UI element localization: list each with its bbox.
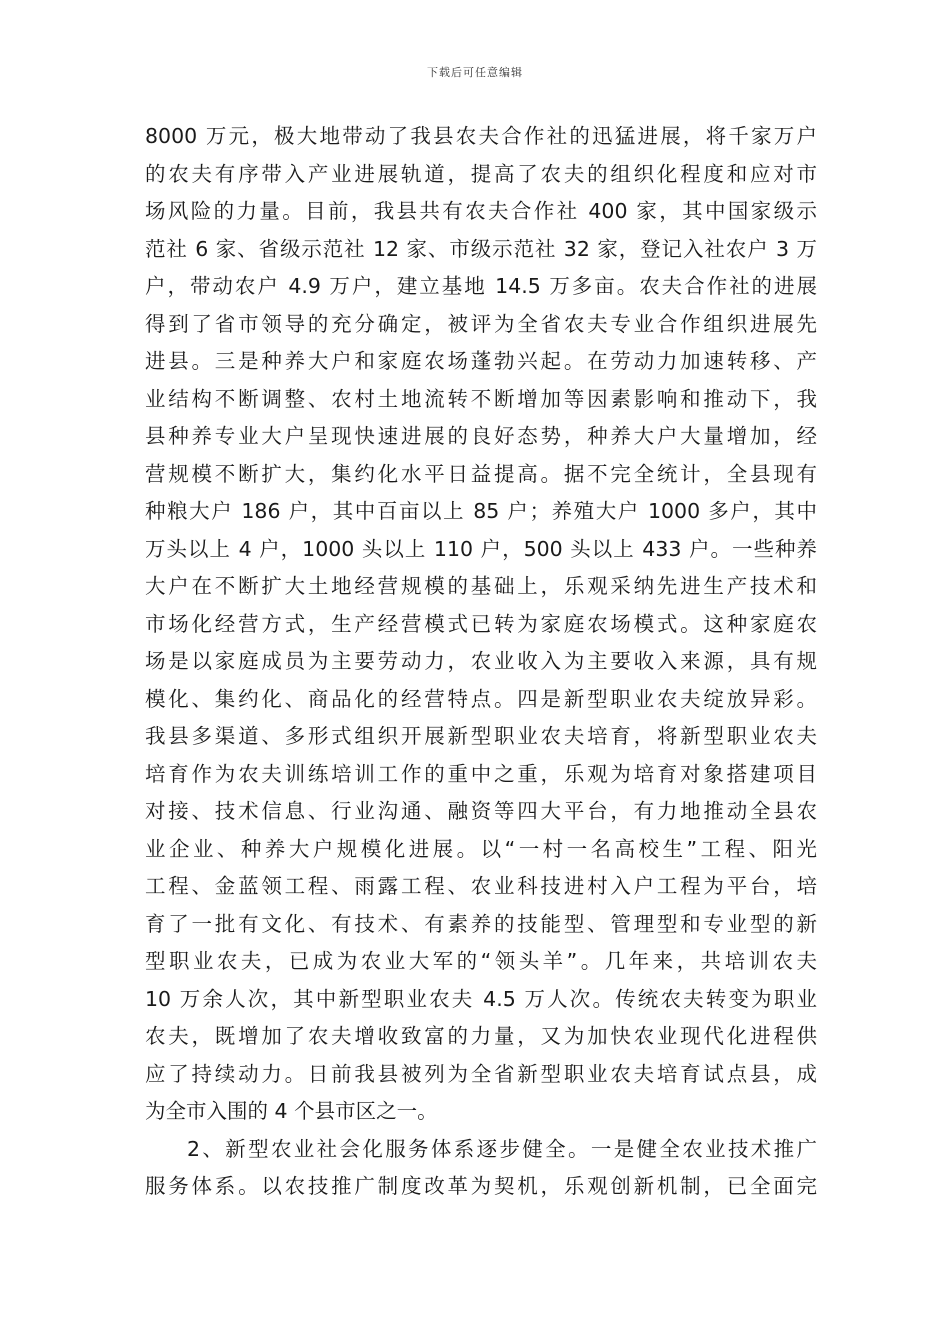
text-line: 营规模不断扩大，集约化水平日益提高。据不完全统计，全县现有 xyxy=(145,461,817,486)
text-line: 育了一批有文化、有技术、有素养的技能型、管理型和专业型的新 xyxy=(145,911,817,936)
text-line: 业结构不断调整、农村土地流转不断增加等因素影响和推动下，我 xyxy=(145,386,817,411)
text-line: 服务体系。以农技推广制度改革为契机，乐观创新机制，已全面完 xyxy=(145,1174,817,1198)
text-line: 进县。三是种养大户和家庭农场蓬勃兴起。在劳动力加速转移、产 xyxy=(145,349,817,373)
text-line: 场是以家庭成员为主要劳动力，农业收入为主要收入来源，具有规 xyxy=(145,649,817,673)
page-header: 下载后可任意编辑 xyxy=(427,66,523,79)
text-line: 业企业、种养大户规模化进展。以“一村一名高校生”工程、阳光 xyxy=(145,836,817,861)
text-line: 对接、技术信息、行业沟通、融资等四大平台，有力地推动全县农 xyxy=(145,799,817,823)
text-line: 型职业农夫，已成为农业大军的“领头羊”。几年来，共培训农夫 xyxy=(145,949,817,973)
text-line: 培育作为农夫训练培训工作的重中之重，乐观为培育对象搭建项目 xyxy=(145,761,817,786)
text-line: 场风险的力量。目前，我县共有农夫合作社 400 家，其中国家级示 xyxy=(145,199,817,223)
text-line: 万头以上 4 户，1000 头以上 110 户，500 头以上 433 户。一些种养 xyxy=(145,536,817,561)
text-line: 种粮大户 186 户，其中百亩以上 85 户；养殖大户 1000 多户，其中 xyxy=(145,499,817,523)
paragraph xyxy=(145,118,817,1131)
text-line: 大户在不断扩大土地经营规模的基础上，乐观采纳先进生产技术和 xyxy=(145,574,817,598)
text-line: 范社 6 家、省级示范社 12 家、市级示范社 32 家，登记入社农户 3 万 xyxy=(145,236,817,261)
paragraph xyxy=(145,1131,817,1206)
text-line: 农夫，既增加了农夫增收致富的力量，又为加快农业现代化进程供 xyxy=(145,1024,817,1048)
document-body xyxy=(145,118,817,1206)
text-line: 为全市入围的 4 个县市区之一。 xyxy=(145,1099,438,1123)
text-line: 模化、集约化、商品化的经营特点。四是新型职业农夫绽放异彩。 xyxy=(145,686,817,711)
text-line: 10 万余人次，其中新型职业农夫 4.5 万人次。传统农夫转变为职业 xyxy=(145,986,817,1011)
text-line: 户，带动农户 4.9 万户，建立基地 14.5 万多亩。农夫合作社的进展 xyxy=(145,274,817,298)
text-line: 我县多渠道、多形式组织开展新型职业农夫培育，将新型职业农夫 xyxy=(145,724,817,748)
text-line: 工程、金蓝领工程、雨露工程、农业科技进村入户工程为平台，培 xyxy=(145,874,817,898)
text-line: 得到了省市领导的充分确定，被评为全省农夫专业合作组织进展先 xyxy=(145,311,817,336)
text-line: 市场化经营方式，生产经营模式已转为家庭农场模式。这种家庭农 xyxy=(145,611,817,636)
text-line: 的农夫有序带入产业进展轨道，提高了农夫的组织化程度和应对市 xyxy=(145,161,817,186)
text-line: 2、新型农业社会化服务体系逐步健全。一是健全农业技术推广 xyxy=(187,1136,817,1161)
text-line: 应了持续动力。日前我县被列为全省新型职业农夫培育试点县，成 xyxy=(145,1061,817,1086)
text-line: 县种养专业大户呈现快速进展的良好态势，种养大户大量增加，经 xyxy=(145,424,817,448)
text-line: 8000 万元，极大地带动了我县农夫合作社的迅猛进展，将千家万户 xyxy=(145,124,817,148)
